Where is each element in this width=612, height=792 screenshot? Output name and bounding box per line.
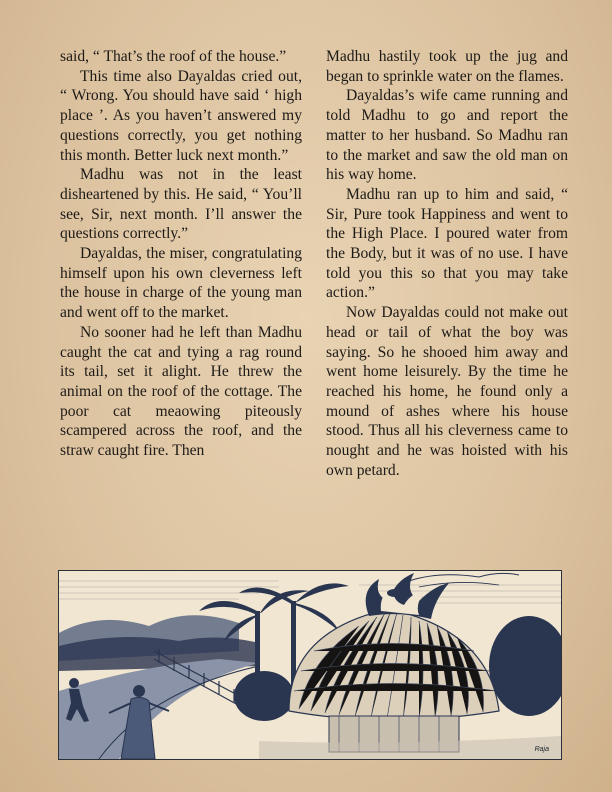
burning-hut-illustration — [58, 570, 562, 760]
paragraph: Now Dayaldas could not make out head or tail of what the boy was saying. So he shooed him away and went home leisurely. By the time he reached his home, he found only a mound of ashes where his house stood. Thus all his cleverness came to nought and he was hoisted with his own petard. — [326, 304, 568, 479]
flames — [366, 573, 519, 619]
paragraph: Dayaldas, the miser, congratulating himself upon his own cleverness left the house in charge of the young man and went off to the market. — [60, 245, 302, 322]
paragraph: Madhu was not in the least disheartened by this. He said, “ You’ll see, Sir, next month. I’ll answer the questions correctly.” — [60, 166, 302, 243]
paragraph: This time also Dayaldas cried out, “ Wrong. You should have said ‘ high place ’. As you haven’t answered my questions correctly, you get nothing this month. Better luck next month.” — [60, 67, 302, 164]
paragraph: Dayaldas’s wife came running and told Madhu to go and report the matter to her husband. So Madhu ran to the market and saw the old man on his way home. — [326, 87, 568, 184]
bush — [489, 616, 561, 716]
paragraph: Madhu hastily took up the jug and began to sprinkle water on the flames. — [326, 48, 568, 85]
thatched-hut — [289, 609, 499, 752]
paragraph: No sooner had he left than Madhu caught the cat and tying a rag round its tail, set it alight. He threw the animal on the roof of the cottage. The poor cat meaowing piteously scampered across the roof, and the straw caught fire. Then — [60, 323, 302, 460]
right-text-column — [326, 47, 568, 480]
left-text-column — [60, 47, 302, 461]
artist-signature: Raja — [534, 746, 549, 753]
illustration-drawing — [59, 571, 561, 759]
paragraph: Madhu ran up to him and said, “ Sir, Pure took Happiness and went to the High Place. I poured water from the Body, but it was of no use. I have told you this so that you may take action.” — [326, 185, 568, 302]
bush — [234, 671, 294, 721]
paragraph: said, “ That’s the roof of the house.” — [60, 48, 287, 65]
